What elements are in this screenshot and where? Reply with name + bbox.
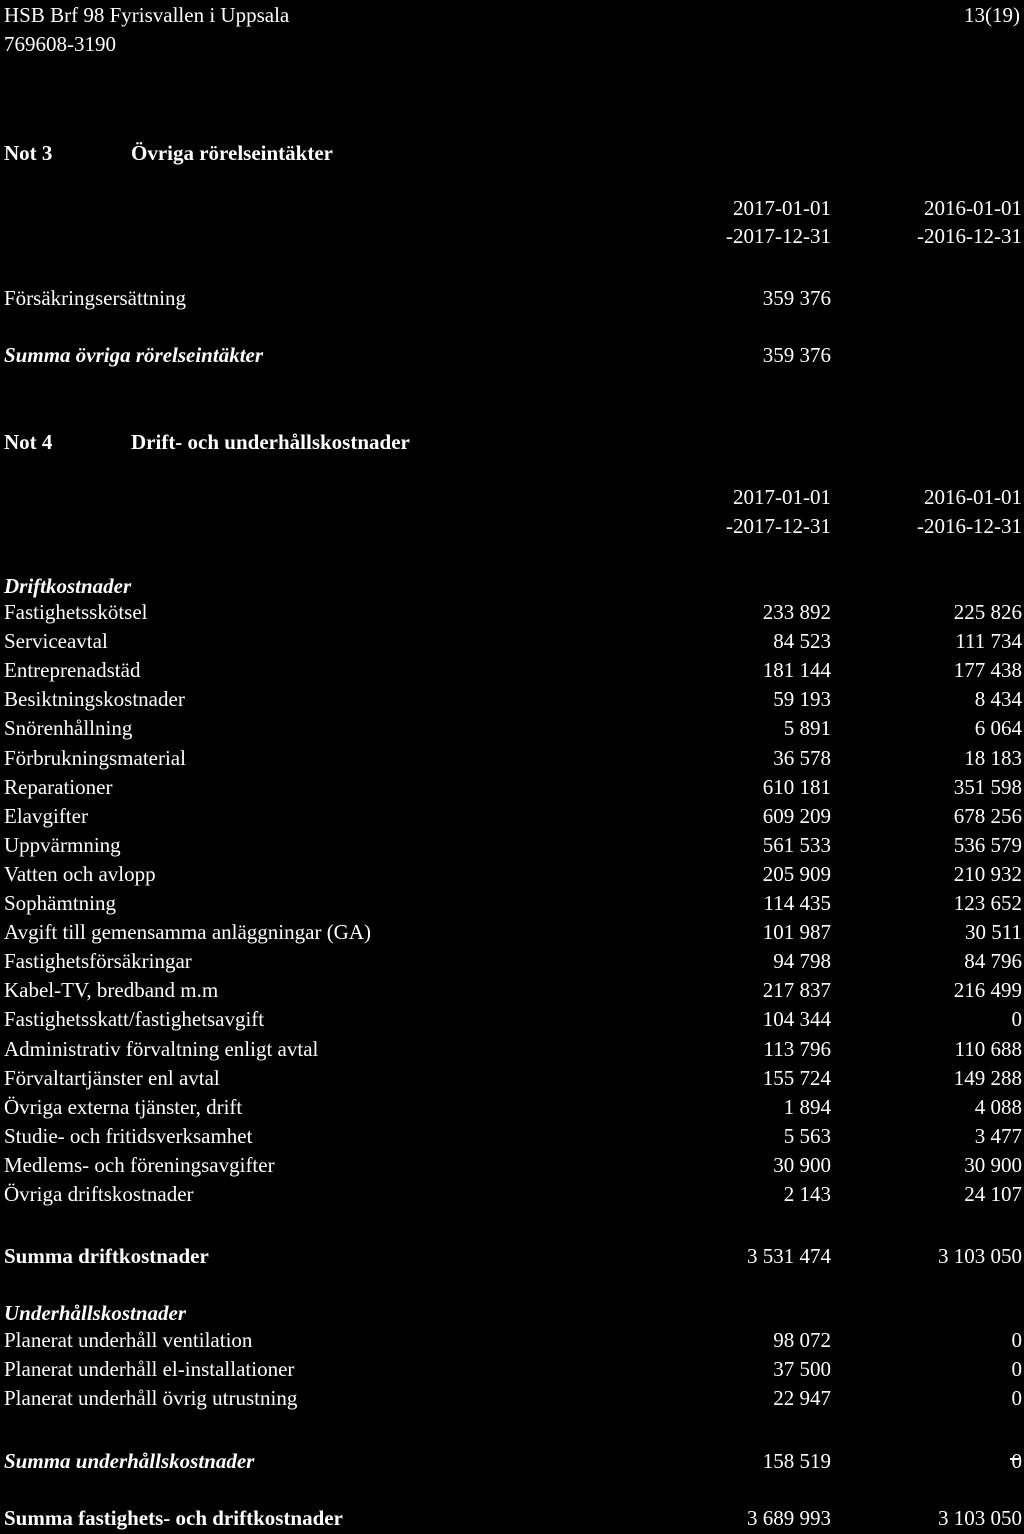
row-current-value: 2 143 (783, 1182, 831, 1206)
page-number: 13(19) (964, 3, 1020, 27)
note3-period-current-start: 2017-01-01 (733, 196, 831, 220)
row-label: Fastighetsförsäkringar (4, 949, 192, 974)
grand-total-label: Summa fastighets- och driftkostnader (4, 1506, 343, 1530)
row-label: Vatten och avlopp (4, 861, 156, 886)
row-current-value: 205 909 (762, 861, 831, 886)
row-prior-value: 6 064 (974, 716, 1022, 741)
row-label: Förbrukningsmaterial (4, 745, 186, 770)
note3-period-prior-end: -2016-12-31 (917, 224, 1022, 248)
row-prior-value: 225 826 (953, 600, 1022, 624)
row-prior-value: 0 (1011, 1357, 1022, 1382)
row-label: Besiktningskostnader (4, 687, 185, 712)
row-current-value: 98 072 (773, 1328, 831, 1352)
row-prior-value: 149 288 (953, 1065, 1022, 1090)
row-label: Förvaltartjänster enl avtal (4, 1065, 220, 1090)
row-label: Sophämtning (4, 891, 117, 915)
row-prior-value: 0 (1011, 1007, 1022, 1032)
drift-total-prior: 3 103 050 (938, 1244, 1022, 1268)
note4-period-current-start: 2017-01-01 (733, 485, 831, 509)
row-label: Fastighetsskatt/fastighetsavgift (4, 1007, 265, 1032)
row-prior-value: 0 (1011, 1386, 1022, 1411)
note4-label: Not 4 (4, 430, 53, 454)
row-label: Administrativ förvaltning enligt avtal (4, 1036, 319, 1061)
row-label: Kabel-TV, bredband m.m (4, 978, 219, 1003)
row-prior-value: 536 579 (953, 832, 1022, 857)
org-name: HSB Brf 98 Fyrisvallen i Uppsala (4, 3, 290, 27)
row-current-value: 84 523 (773, 629, 831, 654)
row-current-value: 217 837 (762, 978, 831, 1003)
row-label: Serviceavtal (4, 629, 108, 654)
note4-period-prior-start: 2016-01-01 (924, 485, 1022, 509)
row-label: Planerat underhåll el-installationer (4, 1357, 295, 1382)
row-current-value: 22 947 (773, 1386, 831, 1411)
row-label: Studie- och fritidsverksamhet (4, 1123, 253, 1148)
row-current-value: 155 724 (762, 1065, 831, 1090)
row-current-value: 609 209 (762, 803, 831, 828)
org-number: 769608-3190 (4, 32, 116, 56)
row-prior-value: 177 438 (953, 658, 1022, 683)
row-prior-value: 111 734 (955, 629, 1022, 654)
note4-title: Drift- och underhållskostnader (131, 430, 410, 454)
underhall-total-prior: 0 (1011, 1449, 1022, 1473)
drift-heading: Driftkostnader (4, 574, 132, 598)
row-label: Snörenhållning (4, 716, 133, 741)
row-prior-value: 216 499 (953, 978, 1022, 1003)
row-prior-value: 24 107 (964, 1182, 1022, 1206)
note3-label: Not 3 (4, 141, 53, 165)
row-current-value: 59 193 (773, 687, 831, 712)
row-current-value: 37 500 (773, 1357, 831, 1382)
row-prior-value: 110 688 (954, 1036, 1022, 1061)
row-label: Reparationer (4, 774, 113, 799)
row-current-value: 610 181 (762, 774, 831, 799)
row-prior-value: 18 183 (964, 745, 1022, 770)
note3-row-label: Försäkringsersättning (4, 286, 186, 310)
row-current-value: 5 891 (783, 716, 831, 741)
row-prior-value: 84 796 (964, 949, 1022, 974)
row-label: Övriga driftskostnader (4, 1182, 194, 1206)
row-label: Övriga externa tjänster, drift (4, 1094, 243, 1119)
note3-period-prior-start: 2016-01-01 (924, 196, 1022, 220)
row-label: Uppvärmning (4, 832, 121, 857)
drift-total-label: Summa driftkostnader (4, 1244, 209, 1268)
row-prior-value: 351 598 (953, 774, 1022, 799)
row-current-value: 113 796 (763, 1036, 831, 1061)
row-current-value: 561 533 (762, 832, 831, 857)
row-current-value: 101 987 (762, 920, 831, 945)
row-current-value: 104 344 (762, 1007, 831, 1032)
note3-total-label: Summa övriga rörelseintäkter (4, 343, 264, 367)
note3-row-current: 359 376 (762, 286, 831, 310)
row-label: Planerat underhåll övrig utrustning (4, 1386, 298, 1411)
row-current-value: 181 144 (762, 658, 831, 683)
row-current-value: 114 435 (763, 891, 831, 915)
row-label: Avgift till gemensamma anläggningar (GA) (4, 920, 372, 945)
row-current-value: 30 900 (773, 1152, 831, 1177)
row-prior-value: 30 511 (965, 920, 1022, 945)
row-prior-value: 4 088 (974, 1094, 1022, 1119)
row-prior-value: 210 932 (953, 861, 1022, 886)
note4-period-current-end: -2017-12-31 (726, 514, 831, 538)
row-current-value: 94 798 (773, 949, 831, 974)
row-prior-value: 30 900 (964, 1152, 1022, 1177)
row-prior-value: 0 (1011, 1328, 1022, 1352)
underhall-heading: Underhållskostnader (4, 1301, 187, 1325)
grand-total-current: 3 689 993 (747, 1506, 831, 1530)
row-current-value: 36 578 (773, 745, 831, 770)
row-label: Elavgifter (4, 803, 88, 828)
note4-period-prior-end: -2016-12-31 (917, 514, 1022, 538)
row-label: Fastighetsskötsel (4, 600, 148, 624)
row-prior-value: 678 256 (953, 803, 1022, 828)
row-current-value: 233 892 (762, 600, 831, 624)
drift-total-current: 3 531 474 (747, 1244, 831, 1268)
note3-title: Övriga rörelseintäkter (131, 141, 333, 165)
row-label: Entreprenadstäd (4, 658, 141, 683)
row-prior-value: 3 477 (974, 1123, 1022, 1148)
row-current-value: 5 563 (783, 1123, 831, 1148)
underhall-total-current: 158 519 (762, 1449, 831, 1473)
row-prior-value: 8 434 (974, 687, 1022, 712)
grand-total-prior: 3 103 050 (938, 1506, 1022, 1530)
note3-period-current-end: -2017-12-31 (726, 224, 831, 248)
row-label: Medlems- och föreningsavgifter (4, 1152, 275, 1177)
row-label: Planerat underhåll ventilation (4, 1328, 253, 1352)
row-prior-value: 123 652 (953, 891, 1022, 915)
row-current-value: 1 894 (783, 1094, 831, 1119)
underhall-total-label: Summa underhållskostnader (4, 1449, 255, 1473)
note3-total-current: 359 376 (762, 343, 831, 367)
